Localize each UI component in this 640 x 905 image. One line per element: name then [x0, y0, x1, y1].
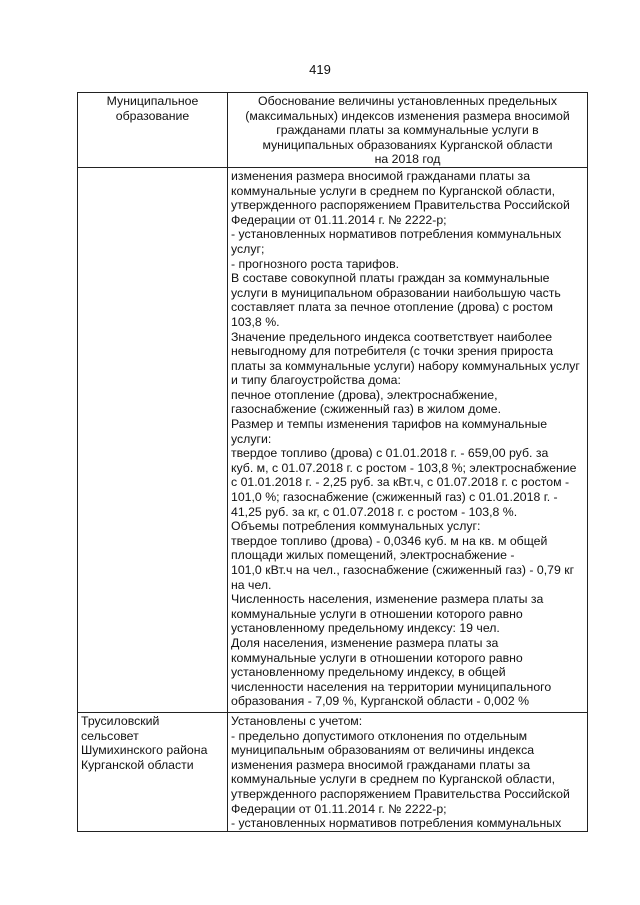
- text-line: установленному предельному индексу, в общей: [231, 665, 506, 680]
- table-row: [78, 167, 588, 712]
- text-line: численности населения на территории муниципального: [231, 679, 552, 694]
- text-line: 103,8 %.: [231, 314, 280, 329]
- header-line: муниципальных образованиях Курганской области: [262, 137, 553, 152]
- text-line: невыгодному для потребителя (с точки зрения прироста: [231, 344, 554, 359]
- justification-cell: [228, 167, 588, 712]
- text-line: В составе совокупной платы граждан за коммунальные: [231, 271, 550, 286]
- header-line: гражданами платы за коммунальные услуги в: [276, 123, 539, 138]
- text-line: изменения размера вносимой гражданами платы за: [231, 757, 531, 772]
- table-header-row: [78, 93, 588, 168]
- text-line: Объемы потребления коммунальных услуг:: [231, 519, 481, 534]
- text-line: услуги в муниципальном образовании наибольшую часть: [231, 285, 561, 300]
- header-line: (максимальных) индексов изменения размера вносимой: [245, 108, 570, 123]
- text-line: площади жилых помещений, электроснабжение -: [231, 548, 515, 563]
- text-line: установленному предельному индексу: 19 чел.: [231, 621, 500, 636]
- text-line: на чел.: [231, 577, 272, 592]
- text-line: - предельно допустимого отклонения по отдельным: [231, 728, 528, 743]
- header-line: образование: [115, 108, 190, 123]
- tariff-table: [77, 92, 588, 832]
- header-line: на 2018 год: [374, 152, 441, 167]
- municipality-line: Трусиловский: [81, 713, 160, 728]
- text-line: коммунальные услуги в отношении которого равно: [231, 606, 523, 621]
- text-line: услуг;: [231, 241, 265, 256]
- table-row: [78, 712, 588, 831]
- header-line: Муниципальное: [106, 94, 199, 108]
- text-line: Доля населения, изменение размера платы за: [231, 635, 499, 650]
- text-line: образования - 7,09 %, Курганской области - 0,002 %: [231, 694, 530, 709]
- text-line: утвержденного распоряжением Правительства Российской: [231, 786, 570, 801]
- municipality-line: сельсовет: [81, 728, 139, 743]
- text-line: - установленных нормативов потребления коммунальных: [231, 816, 562, 831]
- text-line: и типу благоустройства дома:: [231, 373, 401, 388]
- text-line: Федерации от 01.11.2014 г. № 2222-р;: [231, 801, 447, 816]
- text-line: коммунальные услуги в среднем по Курганской области,: [231, 772, 556, 787]
- text-line: твердое топливо (дрова) с 01.01.2018 г. - 659,00 руб. за: [231, 446, 549, 461]
- text-line: - прогнозного роста тарифов.: [231, 256, 400, 271]
- text-line: с 01.01.2018 г. - 2,25 руб. за кВт.ч, с 01.07.2018 г. с ростом -: [231, 475, 570, 490]
- text-line: муниципальным образованиям от величины индекса: [231, 743, 535, 758]
- text-line: твердое топливо (дрова) - 0,0346 куб. м на кв. м общей: [231, 533, 548, 548]
- municipality-cell: [78, 167, 228, 712]
- text-line: составляет плата за печное отопление (дрова) с ростом: [231, 300, 553, 315]
- header-justification: [228, 93, 588, 168]
- justification-cell: [228, 712, 588, 831]
- text-line: Федерации от 01.11.2014 г. № 2222-р;: [231, 212, 447, 227]
- page-number: 419: [309, 62, 331, 77]
- text-line: Размер и темпы изменения тарифов на коммунальные: [231, 417, 548, 432]
- text-line: 101,0 %; газоснабжение (сжиженный газ) с 01.01.2018 г. -: [231, 490, 558, 505]
- text-line: утвержденного распоряжением Правительства Российской: [231, 198, 570, 213]
- text-line: услуги:: [231, 431, 272, 446]
- text-line: Значение предельного индекса соответствует наиболее: [231, 329, 553, 344]
- text-line: печное отопление (дрова), электроснабжение,: [231, 387, 498, 402]
- text-line: 101,0 кВт.ч на чел., газоснабжение (сжиженный газ) - 0,79 кг: [231, 563, 575, 577]
- text-line: Численность населения, изменение размера платы за: [231, 592, 544, 607]
- header-municipality: [78, 93, 228, 168]
- text-line: коммунальные услуги в среднем по Курганской области,: [231, 183, 556, 198]
- municipality-line: Шумихинского района: [81, 743, 208, 758]
- text-line: Установлены с учетом:: [231, 713, 363, 728]
- text-line: газоснабжение (сжиженный газ) в жилом доме.: [231, 402, 502, 417]
- text-line: изменения размера вносимой гражданами платы за: [231, 168, 531, 183]
- municipality-cell: [78, 712, 228, 831]
- text-line: куб. м, с 01.07.2018 г. с ростом - 103,8 %; электроснабжение: [231, 460, 577, 475]
- text-line: платы за коммунальные услуги) набору коммунальных услуг: [231, 358, 580, 373]
- municipality-line: Курганской области: [81, 757, 194, 772]
- text-line: - установленных нормативов потребления коммунальных: [231, 227, 562, 242]
- text-line: коммунальные услуги в отношении которого равно: [231, 650, 523, 665]
- header-line: Обоснование величины установленных предельных: [258, 94, 557, 108]
- text-line: 41,25 руб. за кг, с 01.07.2018 г. с ростом - 103,8 %.: [231, 504, 518, 519]
